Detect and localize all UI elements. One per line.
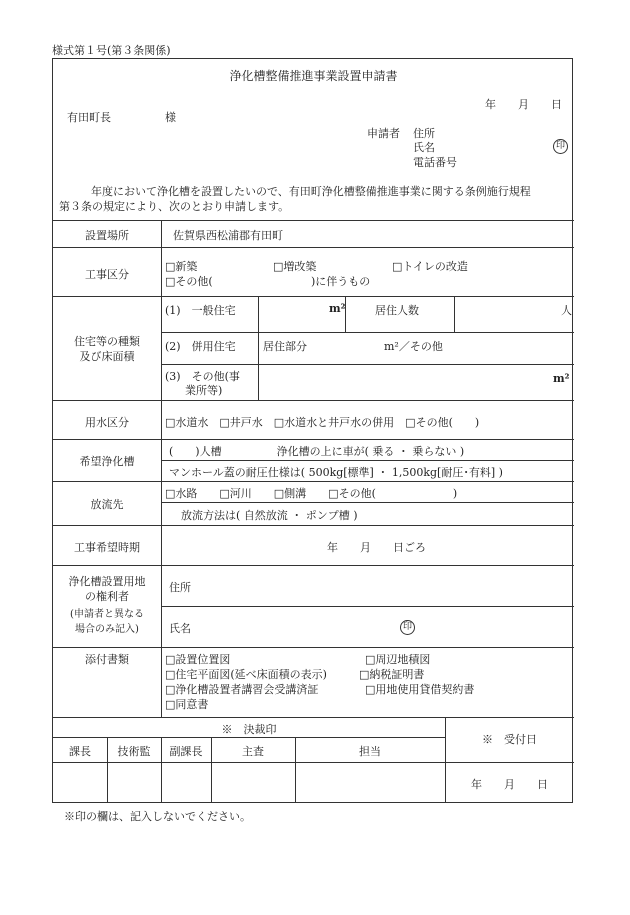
house-general-unit: m² [329,302,346,315]
house-combined-value: 居住部分 m²／その他 [263,340,443,353]
house-type-label: 住宅等の種類 [74,335,140,348]
work-type-toilet-checkbox[interactable]: □トイレの改造 [392,260,468,273]
location-label: 設置場所 [85,229,129,242]
owner-seal-icon: 印 [400,620,415,635]
attachment-land-contract[interactable]: □用地使用貸借契約書 [365,683,475,696]
house-general-label: (1) 一般住宅 [165,304,236,317]
owner-note: (申請者と異なる [70,609,144,620]
approval-col-staff: 担当 [359,745,381,758]
owner-address-label: 住所 [169,581,191,594]
owner-label: 浄化槽設置用地 [68,575,146,588]
house-type-label-2: 及び床面積 [79,350,135,363]
owner-name-label: 氏名 [169,622,191,635]
attachment-tax-certificate[interactable]: □納税証明書 [359,668,425,681]
discharge-options[interactable]: □水路 □河川 □側溝 □その他( ) [165,487,458,500]
discharge-method: 放流方法は( 自然放流 ・ ポンプ槽 ) [181,509,358,522]
work-type-new-checkbox[interactable]: □新築 [165,260,198,273]
intro-line-2: 第３条の規定により、次のとおり申請します。 [59,200,290,213]
tank-label: 希望浄化槽 [79,455,135,468]
approval-title: ※ 決裁印 [221,723,277,736]
form-title: 浄化槽整備推進事業設置申請書 [229,69,398,83]
water-options[interactable]: □水道水 □井戸水 □水道水と井戸水の併用 □その他( ) [165,416,480,429]
submission-date: 年 月 日 [485,98,562,111]
applicant-address-label: 住所 [413,127,435,140]
application-form [52,58,573,803]
approval-col-chief: 主査 [242,745,264,758]
addressee: 有田町長 [67,111,111,124]
addressee-suffix: 様 [165,111,176,124]
residents-unit: 人 [561,304,572,317]
house-other-label-2: 業所等) [185,384,223,397]
form-number: 様式第１号(第３条関係) [52,44,171,57]
applicant-name-label: 氏名 [413,141,435,154]
period-label: 工事希望時期 [74,541,140,554]
attachment-course-certificate[interactable]: □浄化槽設置者講習会受講済証 [165,683,319,696]
discharge-label: 放流先 [90,498,124,511]
owner-note-2: 場合のみ記入) [75,624,139,635]
attachment-floor-plan[interactable]: □住宅平面図(延べ床面積の表示) [165,668,327,681]
water-label: 用水区分 [85,416,129,429]
applicant-phone-label: 電話番号 [413,156,457,169]
approval-col-section-chief: 課長 [69,745,91,758]
attachment-consent[interactable]: □同意書 [165,698,209,711]
house-other-unit: m² [553,372,570,385]
applicant-seal-icon: 印 [553,139,568,154]
intro-line-1: 年度において浄化槽を設置したいので、有田町浄化槽整備推進事業に関する条例施行規程 [91,185,531,198]
work-type-renovation-checkbox[interactable]: □増改築 [273,260,317,273]
attachment-surrounding-map[interactable]: □周辺地積図 [365,653,431,666]
work-type-label: 工事区分 [85,268,129,281]
tank-line-2: マンホール蓋の耐圧仕様は( 500kg[標準] ・ 1,500kg[耐圧･有料] ) [169,466,503,479]
owner-label-2: の権利者 [85,590,129,603]
work-type-other-checkbox[interactable]: □その他( [165,275,213,288]
house-combined-label: (2) 併用住宅 [165,340,236,353]
house-other-label: (3) その他(事 [165,370,240,383]
work-type-other-suffix: )に伴うもの [311,275,371,288]
period-value: 年 月 日ごろ [327,541,426,554]
attachment-location-map[interactable]: □設置位置図 [165,653,231,666]
residents-label: 居住人数 [375,304,419,317]
attachments-label: 添付書類 [85,653,129,666]
footer-note: ※印の欄は、記入しないでください。 [64,810,251,823]
applicant-label: 申請者 [367,127,400,140]
received-date: 年 月 日 [471,778,548,791]
approval-col-deputy: 副課長 [169,745,203,758]
location-value: 佐賀県西松浦郡有田町 [173,229,283,242]
approval-col-technical: 技術監 [117,745,151,758]
tank-line-1: ( )人槽 浄化槽の上に車が( 乗る ・ 乗らない ) [169,445,465,458]
received-label: ※ 受付日 [482,733,537,746]
